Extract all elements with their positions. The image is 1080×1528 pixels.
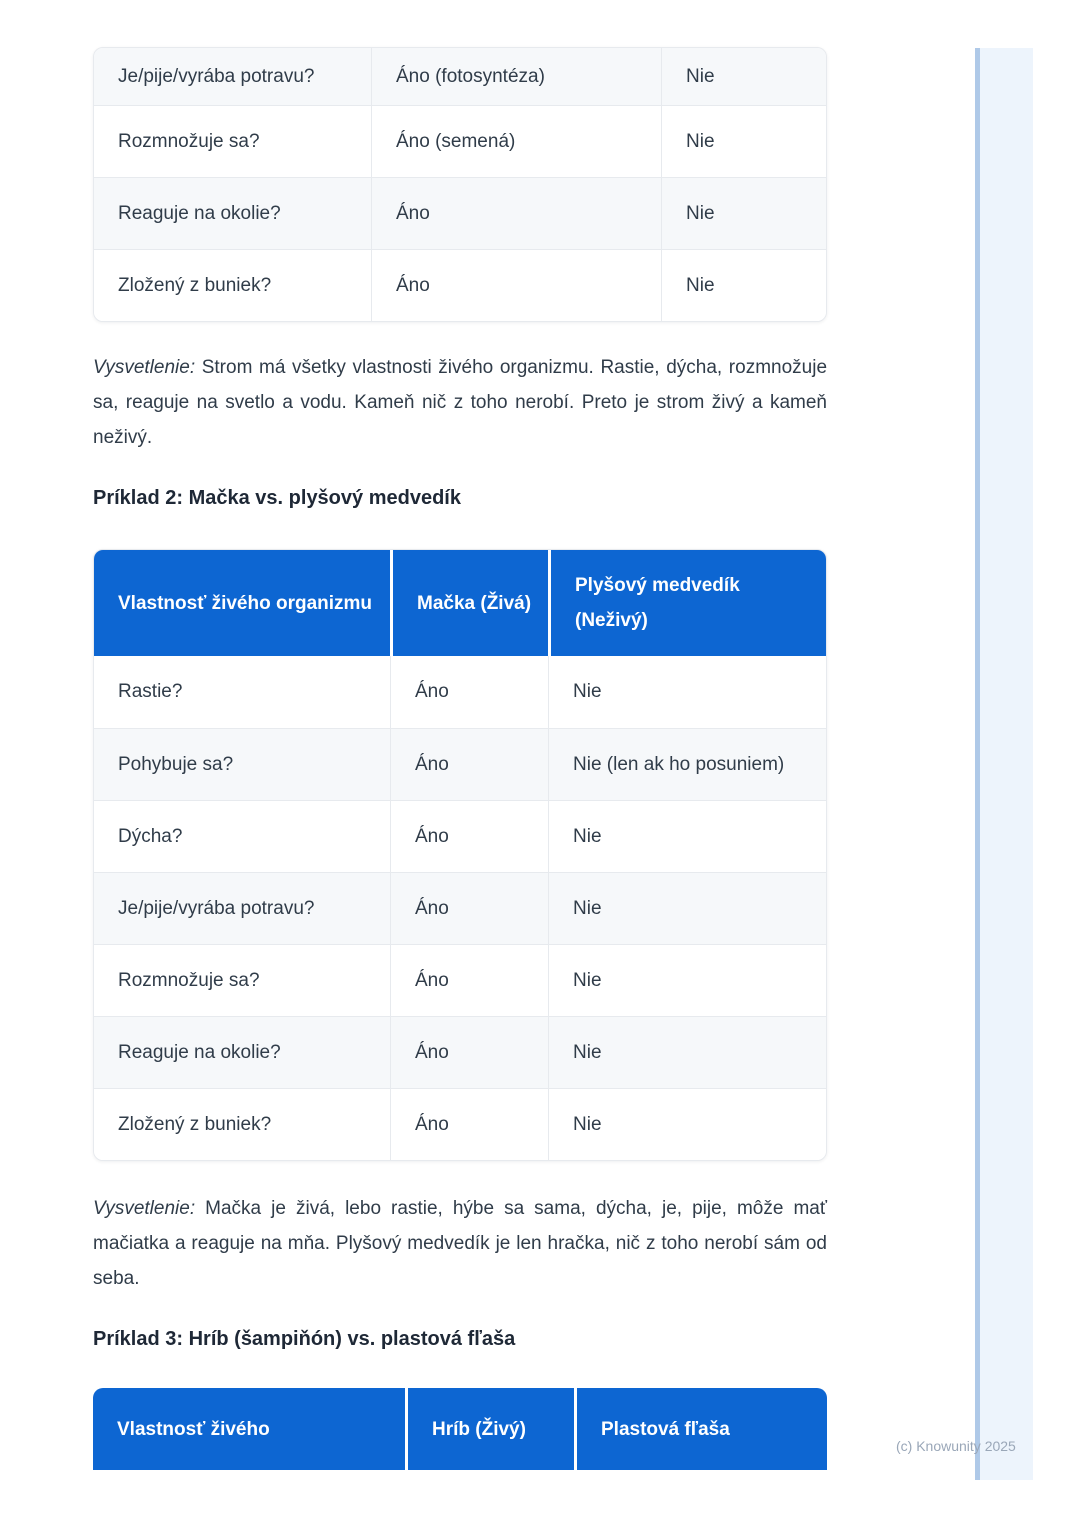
table-header-row: [93, 1388, 827, 1470]
table-cell-living: Áno: [390, 1017, 548, 1088]
table-cell-property: Pohybuje sa?: [118, 753, 234, 775]
table-cell-property: Reaguje na okolie?: [118, 202, 281, 224]
table-row: [94, 48, 826, 105]
page-content: [93, 0, 827, 1470]
column-header-living: Hríb (Živý): [405, 1388, 574, 1470]
table-cell-property: Dýcha?: [118, 825, 183, 847]
table-cell-living: Áno: [390, 729, 548, 800]
table-row: [94, 1088, 826, 1160]
column-header-living: Mačka (Živá): [390, 550, 548, 656]
table-cell-nonliving: Nie: [661, 250, 826, 321]
table-cell-nonliving: Nie: [661, 106, 826, 177]
table-row: [94, 728, 826, 800]
table-cell-nonliving: Nie: [661, 178, 826, 249]
comparison-table-cat-vs-teddy: [93, 549, 827, 1161]
table-cell-property: Rozmnožuje sa?: [118, 130, 260, 152]
table-cell-nonliving: Nie: [548, 945, 826, 1016]
column-header-property: Vlastnosť živého: [117, 1418, 270, 1440]
column-header-nonliving: Plastová fľaša: [574, 1388, 827, 1470]
table-cell-nonliving: Nie: [548, 1017, 826, 1088]
column-header-nonliving: Plyšový medvedík (Neživý): [548, 550, 826, 656]
table-row: [94, 944, 826, 1016]
table-cell-nonliving: Nie: [661, 48, 826, 105]
example-3-heading: Príklad 3: Hríb (šampiňón) vs. plastová fľaša: [93, 1328, 516, 1350]
example-2-heading: Príklad 2: Mačka vs. plyšový medvedík: [93, 487, 461, 509]
table-cell-property: Je/pije/vyrába potravu?: [118, 897, 315, 919]
explanation-text: Mačka je živá, lebo rastie, hýbe sa sama, dýcha, je, pije, môže mať mačiatka a reaguje na mňa. Plyšový medvedík je len hračka, nič z toho nerobí sám od seba.: [93, 1198, 827, 1289]
table-row: [94, 249, 826, 321]
table-cell-living: Áno (semená): [371, 106, 661, 177]
table-cell-property: Rozmnožuje sa?: [118, 969, 260, 991]
table-cell-nonliving: Nie: [548, 656, 826, 728]
table-cell-property: Rastie?: [118, 681, 183, 702]
comparison-table-tree-vs-stone: [93, 47, 827, 322]
table-cell-living: Áno: [371, 178, 661, 249]
table-header-row: [94, 550, 826, 656]
explanation-label: Vysvetlenie:: [93, 1198, 196, 1219]
explanation-label: Vysvetlenie:: [93, 357, 196, 378]
explanation-paragraph: [93, 350, 827, 455]
table-cell-living: Áno: [390, 945, 548, 1016]
table-cell-living: Áno: [390, 873, 548, 944]
page-edge-decoration-bar: [975, 48, 1033, 1480]
table-row: [94, 1016, 826, 1088]
explanation-paragraph: [93, 1191, 827, 1296]
table-cell-property: Reaguje na okolie?: [118, 1041, 281, 1063]
table-cell-property: Zložený z buniek?: [118, 274, 272, 296]
table-cell-property: Zložený z buniek?: [118, 1113, 272, 1135]
table-cell-living: Áno: [390, 801, 548, 872]
explanation-text: Strom má všetky vlastnosti živého organizmu. Rastie, dýcha, rozmnožuje sa, reaguje na svetlo a vodu. Kameň nič z toho nerobí. Preto je strom živý a kameň neživý.: [93, 357, 828, 448]
table-row: [94, 800, 826, 872]
table-cell-living: Áno: [390, 1089, 548, 1160]
table-row: [94, 177, 826, 249]
table-cell-nonliving: Nie: [548, 873, 826, 944]
copyright-text: (c) Knowunity 2025: [896, 1438, 1016, 1454]
table-cell-living: Áno (fotosyntéza): [371, 48, 661, 105]
comparison-table-mushroom-vs-bottle: [93, 1388, 827, 1470]
column-header-property: Vlastnosť živého organizmu: [118, 592, 373, 614]
table-cell-living: Áno: [371, 250, 661, 321]
table-row: [94, 105, 826, 177]
table-cell-property: Je/pije/vyrába potravu?: [118, 65, 315, 87]
table-cell-living: Áno: [390, 656, 548, 728]
table-cell-nonliving: Nie: [548, 1089, 826, 1160]
table-row: [94, 656, 826, 728]
table-cell-nonliving: Nie: [548, 801, 826, 872]
table-row: [94, 872, 826, 944]
table-cell-nonliving: Nie (len ak ho posuniem): [548, 729, 826, 800]
